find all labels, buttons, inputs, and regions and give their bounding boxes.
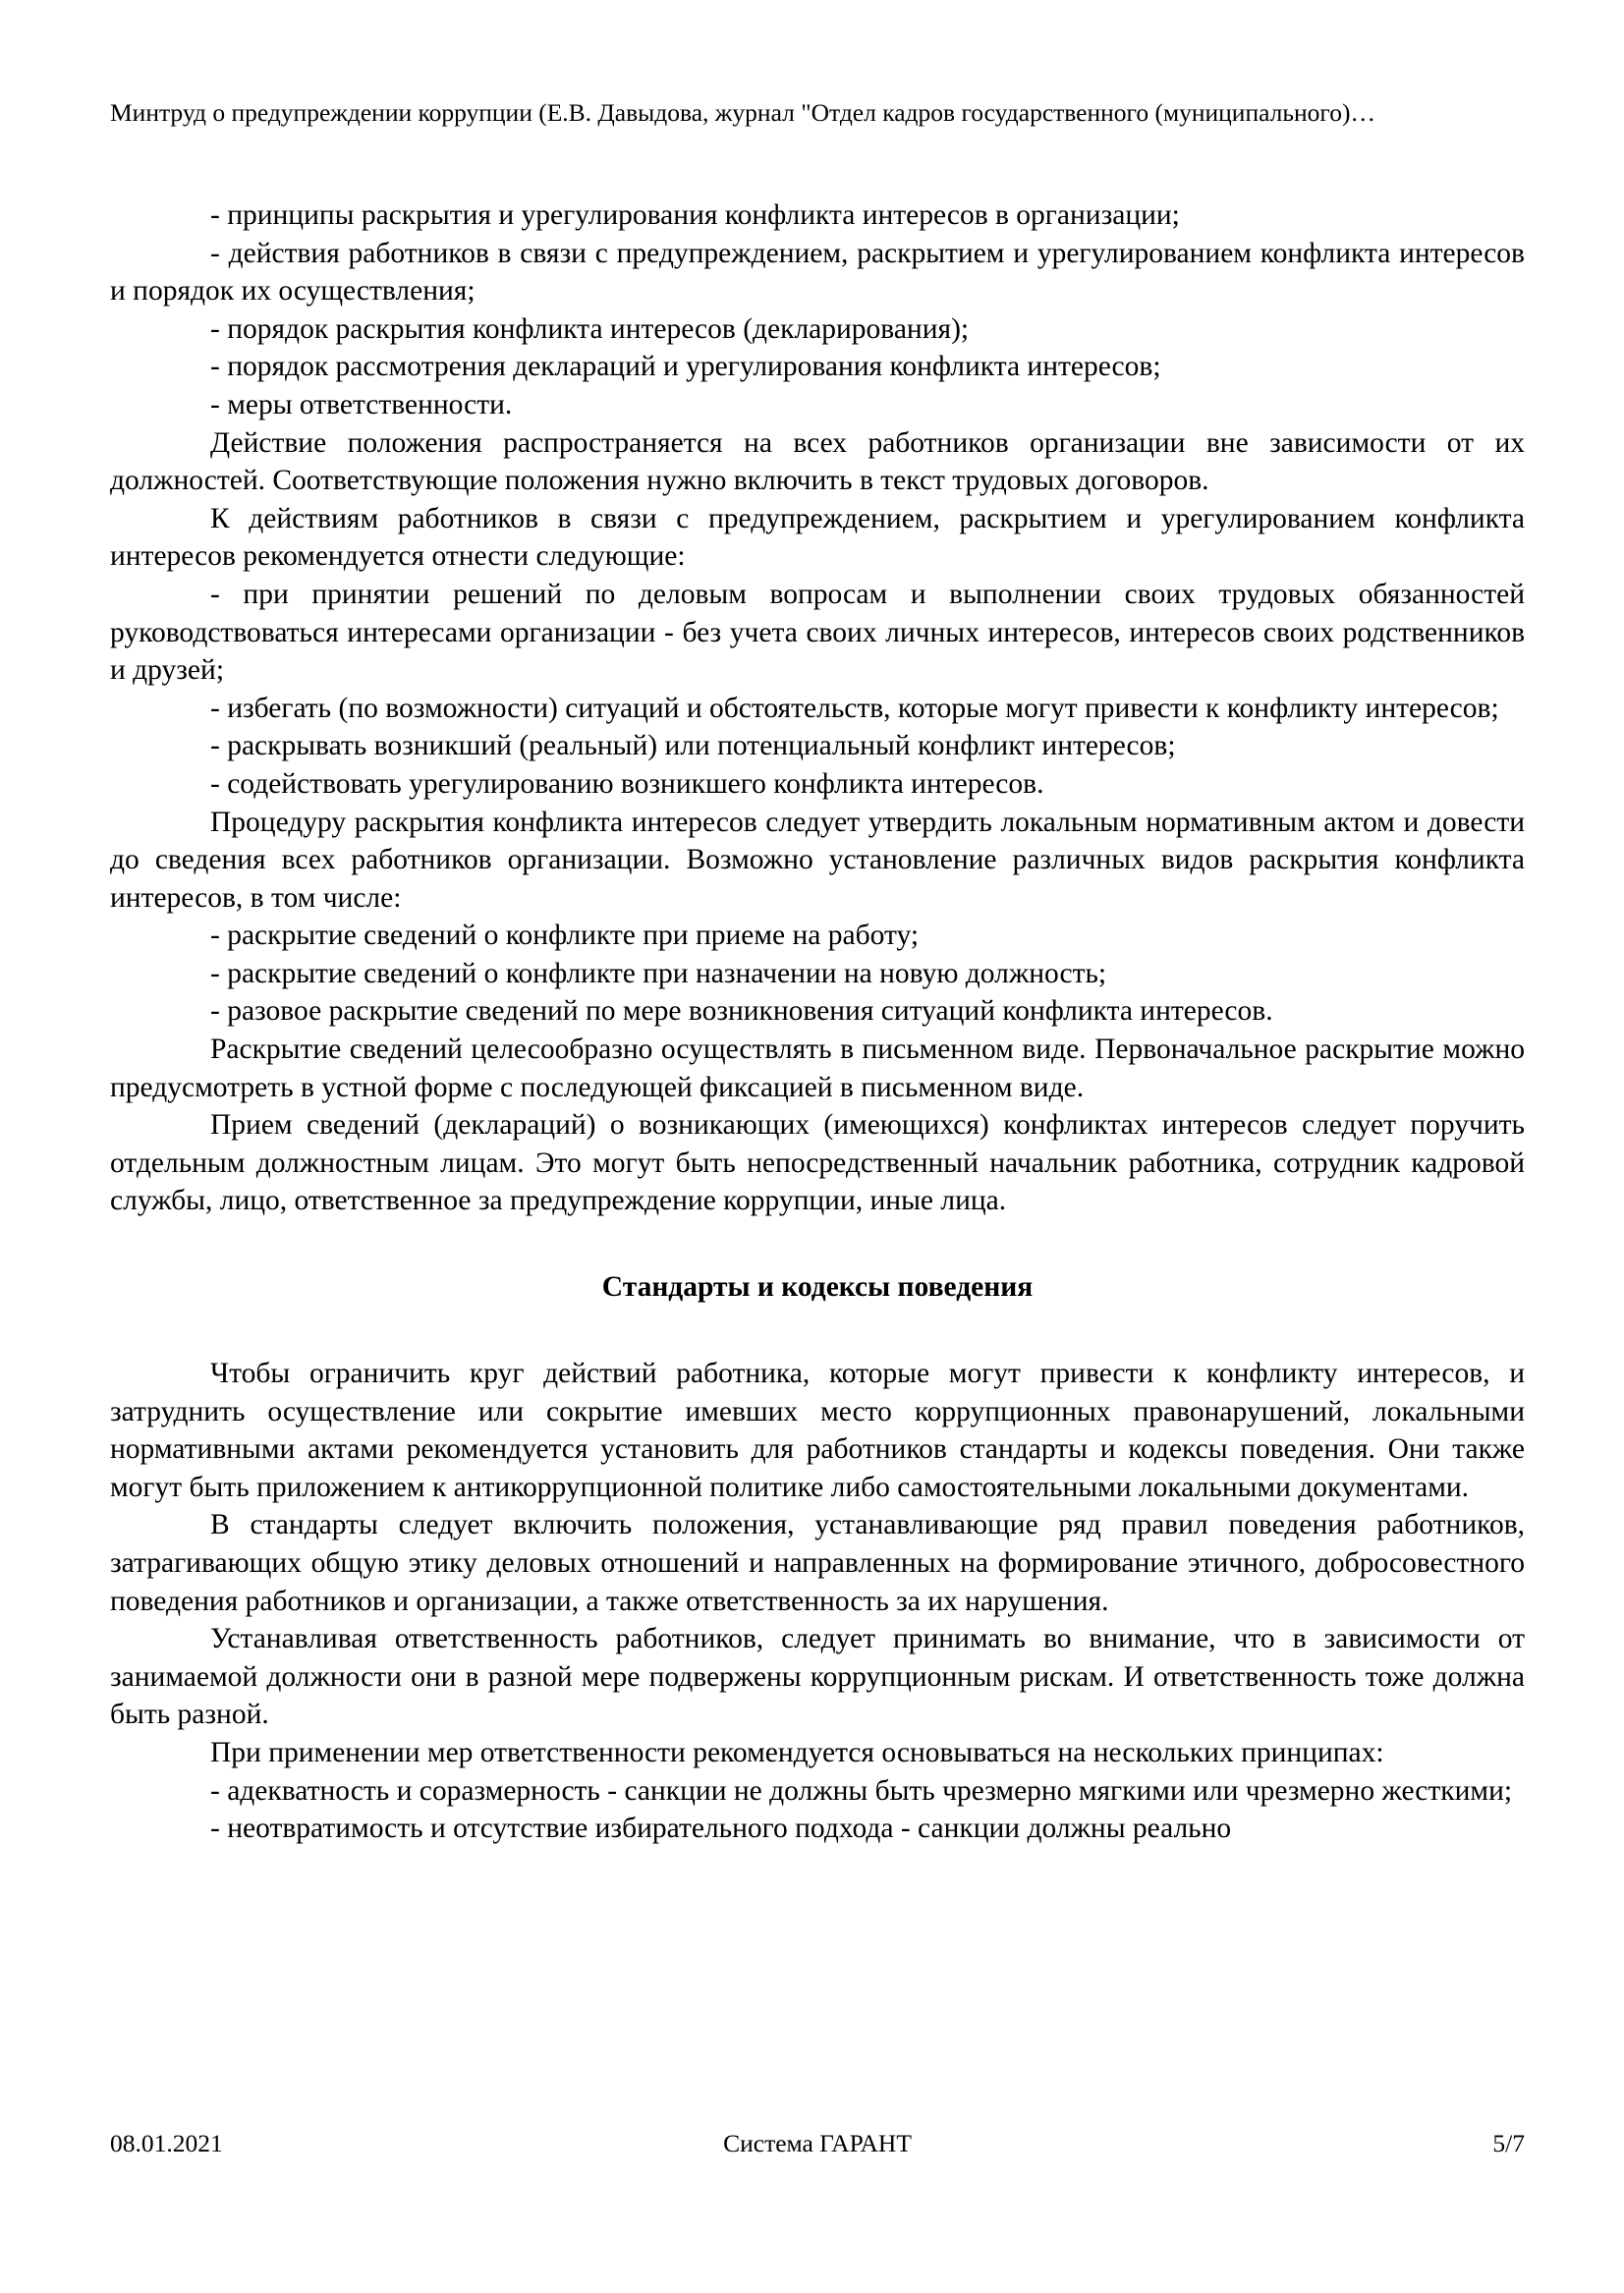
paragraph: - раскрытие сведений о конфликте при приеме на работу; bbox=[210, 920, 920, 952]
paragraph: К действиям работников в связи с предупреждением, раскрытием и урегулированием конфликта интересов рекомендуется отнести следующие: bbox=[110, 502, 1525, 573]
paragraph: - принципы раскрытия и урегулирования конфликта интересов в организации; bbox=[210, 199, 1180, 231]
paragraph: - избегать (по возможности) ситуаций и обстоятельств, которые могут привести к конфликту интересов; bbox=[210, 692, 1499, 724]
footer-system-name: Система ГАРАНТ bbox=[723, 2129, 912, 2157]
paragraph: Действие положения распространяется на всех работников организации вне зависимости от их должностей. Соответствующие положения нужно включить в текст трудовых договоров. bbox=[110, 426, 1525, 497]
document-header: Минтруд о предупреждении коррупции (Е.В. Давыдова, журнал "Отдел кадров государственного (муниципального)… bbox=[110, 98, 1375, 127]
paragraph: - раскрывать возникший (реальный) или потенциальный конфликт интересов; bbox=[210, 730, 1176, 762]
paragraph: - меры ответственности. bbox=[210, 388, 513, 420]
paragraph: В стандарты следует включить положения, устанавливающие ряд правил поведения работников, затрагивающих общую этику деловых отношений и направленных на формирование этичного, добросовестного поведения работников и организации, а также ответственность за их нарушения. bbox=[110, 1509, 1525, 1617]
paragraph: Чтобы ограничить круг действий работника, которые могут привести к конфликту интересов, и затруднить осуществление или сокрытие имевших место коррупционных правонарушений, локальными нормативными актами рекомендуется установить для работников стандарты и кодексы поведения. Они также могут быть приложением к антикоррупционной политике либо самостоятельными локальными документами. bbox=[110, 1358, 1525, 1503]
page-number: 5/7 bbox=[1492, 2129, 1525, 2157]
paragraph: Процедуру раскрытия конфликта интересов следует утвердить локальным нормативным актом и довести до сведения всех работников организации. Возможно установление различных видов раскрытия конфликта интересов, в том числе: bbox=[110, 806, 1525, 914]
paragraph: Прием сведений (деклараций) о возникающих (имеющихся) конфликтах интересов следует поручить отдельным должностным лицам. Это могут быть непосредственный начальник работника, сотрудник кадровой службы, лицо, ответственное за предупреждение коррупции, иные лица. bbox=[110, 1109, 1525, 1217]
document-body bbox=[110, 196, 1525, 1848]
paragraph: При применении мер ответственности рекомендуется основываться на нескольких принципах: bbox=[210, 1736, 1384, 1768]
footer-date: 08.01.2021 bbox=[110, 2129, 223, 2157]
paragraph: - порядок рассмотрения деклараций и урегулирования конфликта интересов; bbox=[210, 351, 1161, 383]
document-footer bbox=[110, 2128, 1525, 2159]
paragraph: Раскрытие сведений целесообразно осуществлять в письменном виде. Первоначальное раскрытие можно предусмотреть в устной форме с последующей фиксацией в письменном виде. bbox=[110, 1034, 1525, 1103]
paragraph: - раскрытие сведений о конфликте при назначении на новую должность; bbox=[210, 957, 1107, 989]
paragraph: - при принятии решений по деловым вопросам и выполнении своих трудовых обязанностей руководствоваться интересами организации - без учета своих личных интересов, интересов своих родственников и друзей; bbox=[110, 578, 1525, 687]
paragraph: - адекватность и соразмерность - санкции не должны быть чрезмерно мягкими или чрезмерно жесткими; bbox=[210, 1774, 1513, 1807]
paragraph: - действия работников в связи с предупреждением, раскрытием и урегулированием конфликта интересов и порядок их осуществления; bbox=[110, 237, 1525, 308]
paragraph: Устанавливая ответственность работников, следует принимать во внимание, что в зависимости от занимаемой должности они в разной мере подвержены коррупционным рискам. И ответственность тоже должна быть разной. bbox=[110, 1623, 1525, 1731]
paragraph: - неотвратимость и отсутствие избирательного подхода - санкции должны реально bbox=[210, 1813, 1232, 1845]
paragraph: - разовое раскрытие сведений по мере возникновения ситуаций конфликта интересов. bbox=[210, 995, 1273, 1028]
paragraph: - порядок раскрытия конфликта интересов (декларирования); bbox=[210, 312, 970, 345]
section-heading: Стандарты и кодексы поведения bbox=[601, 1271, 1034, 1304]
paragraph: - содействовать урегулированию возникшего конфликта интересов. bbox=[210, 767, 1044, 800]
